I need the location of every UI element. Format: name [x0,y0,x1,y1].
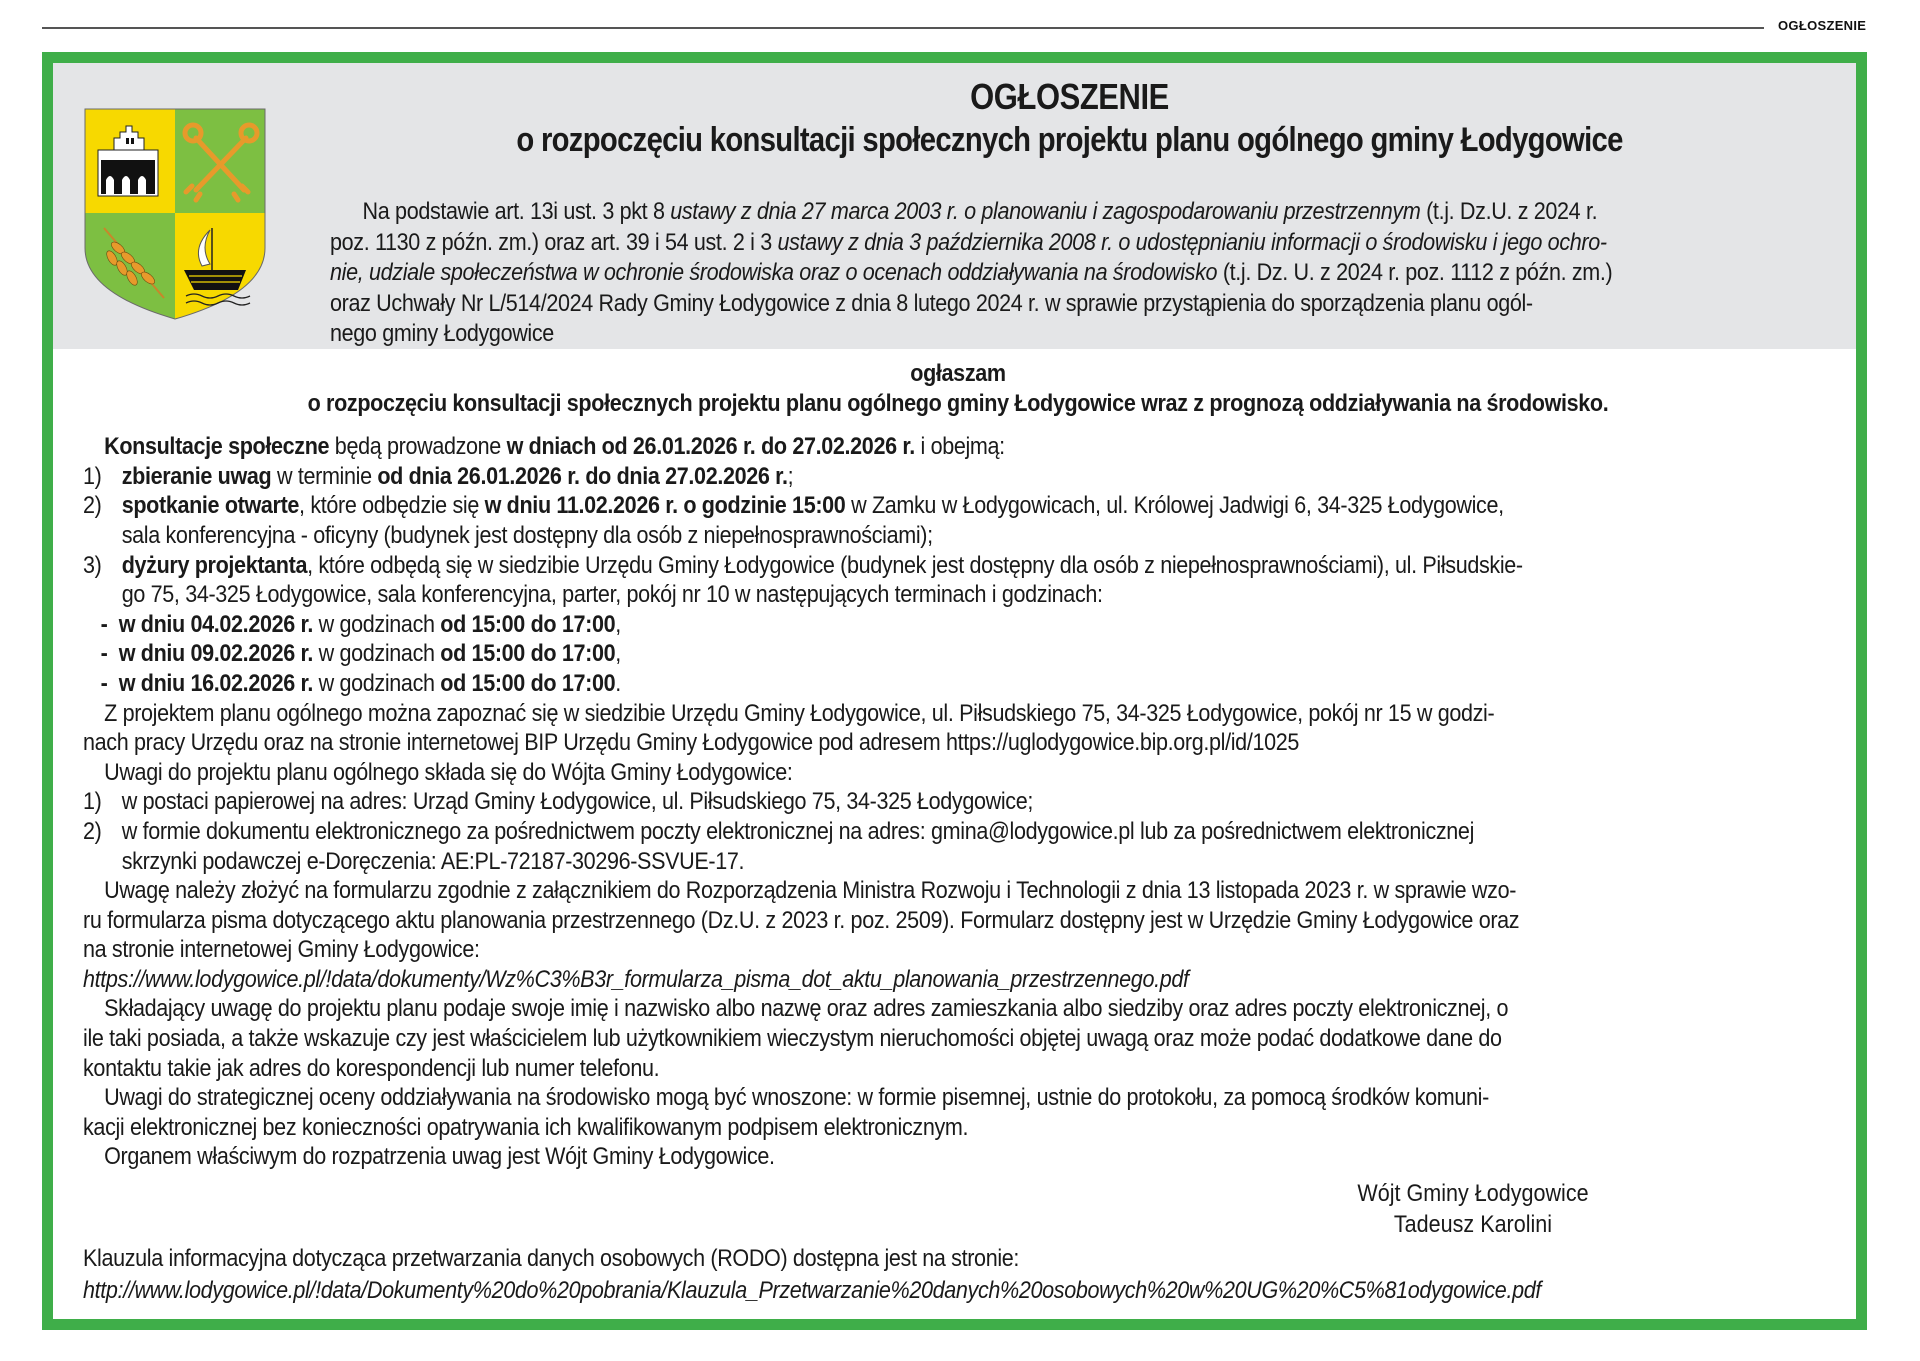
announce-heading: ogłaszam [910,360,1006,387]
soos-paragraph-line: kacji elektronicznej bez konieczności opatrywania ich kwalifikowanym podpisem elektronicznym. [83,1113,969,1141]
remarks-intro: Uwagi do projektu planu ogólnego składa się do Wójta Gminy Łodygowice: [104,758,793,786]
signature-name: Tadeusz Karolini [1393,1211,1553,1238]
announcement-frame [42,52,1867,1330]
announce-subheading: o rozpoczęciu konsultacji społecznych projektu planu ogólnego gminy Łodygowice wraz z prognozą oddziaływania na środowisko. [307,389,1609,417]
lead-line: poz. 1130 z późn. zm.) oraz art. 39 i 54 ust. 2 i 3 ustawy z dnia 3 października 2008 r. o udostępnianiu informacji o środowisku i jego ochro- [330,228,1607,256]
authority-line: Organem właściwym do rozpatrzenia uwag jest Wójt Gminy Łodygowice. [104,1143,775,1171]
form-paragraph-line: na stronie internetowej Gminy Łodygowice: [83,936,480,964]
list-item-continuation: sala konferencyjna - oficyny (budynek jest dostępny dla osób z niepełnosprawnościami); [121,521,933,549]
list-item-continuation: go 75, 34-325 Łodygowice, sala konferencyjna, parter, pokój nr 10 w następujących terminach i godzinach: [121,581,1103,609]
list-item-continuation: skrzynki podawczej e-Doręczenia: AE:PL-72187-30296-SSVUE-17. [121,847,745,875]
announcement-subtitle: o rozpoczęciu konsultacji społecznych projektu planu ogólnego gminy Łodygowice [516,121,1623,159]
project-paragraph-line: nach pracy Urzędu oraz na stronie internetowej BIP Urzędu Gminy Łodygowice pod adresem https://uglodygowice.bip.org.pl/id/1025 [83,729,1300,757]
list-item: 1) w postaci papierowej na adres: Urząd Gminy Łodygowice, ul. Piłsudskiego 75, 34-325 Łodygowice; [83,788,1034,816]
lead-line: Na podstawie art. 13i ust. 3 pkt 8 ustawy z dnia 27 marca 2003 r. o planowaniu i zagospodarowaniu przestrzennym (t.j. Dz.U. z 2024 r. [362,198,1598,225]
list-item: 3) dyżury projektanta, które odbędą się w siedzibie Urzędu Gminy Łodygowice (budynek jest dostępny dla osób z niepełnosprawnościami), ul. Piłsudskie- [83,551,1523,579]
announcement-body [83,359,1833,1172]
submitter-paragraph-line: kontaktu takie jak adres do korespondencji lub numer telefonu. [83,1054,660,1082]
legal-basis-paragraph [330,197,1815,350]
soos-paragraph-line: Uwagi do strategicznej oceny oddziaływania na środowisko mogą być wnoszone: w formie pisemnej, ustnie do protokołu, za pomocą środków komuni- [104,1084,1489,1112]
signature-role: Wójt Gminy Łodygowice [1357,1180,1589,1207]
list-item: 1) zbieranie uwag w terminie od dnia 26.01.2026 r. do dnia 27.02.2026 r.; [83,462,794,490]
coat-of-arms-icon [84,108,266,320]
list-item: 2) spotkanie otwarte, które odbędzie się w dniu 11.02.2026 r. o godzinie 15:00 w Zamku w Łodygowicach, ul. Królowej Jadwigi 6, 34-325 Łodygowice, [83,492,1504,520]
crest-quarter-yellow-br [175,213,266,320]
project-paragraph-line: Z projektem planu ogólnego można zapoznać się w siedzibie Urzędu Gminy Łodygowice, ul. Piłsudskiego 75, 34-325 Łodygowice, pokój nr 15 w godzi- [104,699,1495,727]
lead-line: oraz Uchwały Nr L/514/2024 Rady Gminy Łodygowice z dnia 8 lutego 2024 r. w sprawie przystąpienia do sporządzenia planu ogól- [330,289,1533,317]
section-label: OGŁOSZENIE [1778,18,1867,33]
lead-line: nego gminy Łodygowice [330,320,554,347]
announcement-title: OGŁOSZENIE [970,76,1169,117]
signature-block [1273,1178,1673,1240]
list-item: 2) w formie dokumentu elektronicznego za pośrednictwem poczty elektronicznej na adres: gmina@lodygowice.pl lub za pośrednictwem elektronicznej [83,817,1475,845]
rodo-clause [83,1243,1740,1307]
top-rule [42,27,1764,29]
submitter-paragraph-line: ile taki posiada, a także wskazuje czy jest właścicielem lub użytkownikiem wieczystym nieruchomości objętej uwagą oraz może podać dodatkowe dane do [83,1025,1502,1053]
form-paragraph-line: ru formularza pisma dotyczącego aktu planowania przestrzennego (Dz.U. z 2023 r. poz. 2509). Formularz dostępny jest w Urzędzie Gminy Łodygowice oraz [83,906,1520,934]
lead-line: nie, udziale społeczeństwa w ochronie środowiska oraz o ocenach oddziaływania na środowisko (t.j. Dz. U. z 2024 r. poz. 1112 z późn. zm.) [330,259,1613,286]
header-band [53,63,1856,349]
form-link[interactable]: https://www.lodygowice.pl/!data/dokumenty/Wz%C3%B3r_formularza_pisma_dot_aktu_planowania_przestrzennego.pdf [83,965,1189,993]
duty-date-item: - w dniu 16.02.2026 r. w godzinach od 15:00 do 17:00. [100,669,621,697]
duty-date-item: - w dniu 04.02.2026 r. w godzinach od 15:00 do 17:00, [100,610,621,638]
duty-date-item: - w dniu 09.02.2026 r. w godzinach od 15:00 do 17:00, [100,640,621,668]
crest-quarter-green-bl [84,213,175,320]
submitter-paragraph-line: Składający uwagę do projektu planu podaje swoje imię i nazwisko albo nazwę oraz adres zamieszkania albo siedziby oraz adres poczty elektronicznej, o [104,995,1509,1023]
form-paragraph-line: Uwagę należy złożyć na formularzu zgodnie z załącznikiem do Rozporządzenia Ministra Rozwoju i Technologii z dnia 13 listopada 2023 r. w sprawie wzo- [104,877,1517,905]
rodo-text: Klauzula informacyjna dotycząca przetwarzania danych osobowych (RODO) dostępna jest na stronie: [83,1245,1020,1272]
consultation-intro: Konsultacje społeczne będą prowadzone w dniach od 26.01.2026 r. do 27.02.2026 r. i obejmą: [104,433,1005,461]
rodo-link[interactable]: http://www.lodygowice.pl/!data/Dokumenty%20do%20pobrania/Klauzula_Przetwarzanie%20danych%20osobowych%20w%20UG%20%C5%81odygowice.pdf [83,1277,1541,1304]
